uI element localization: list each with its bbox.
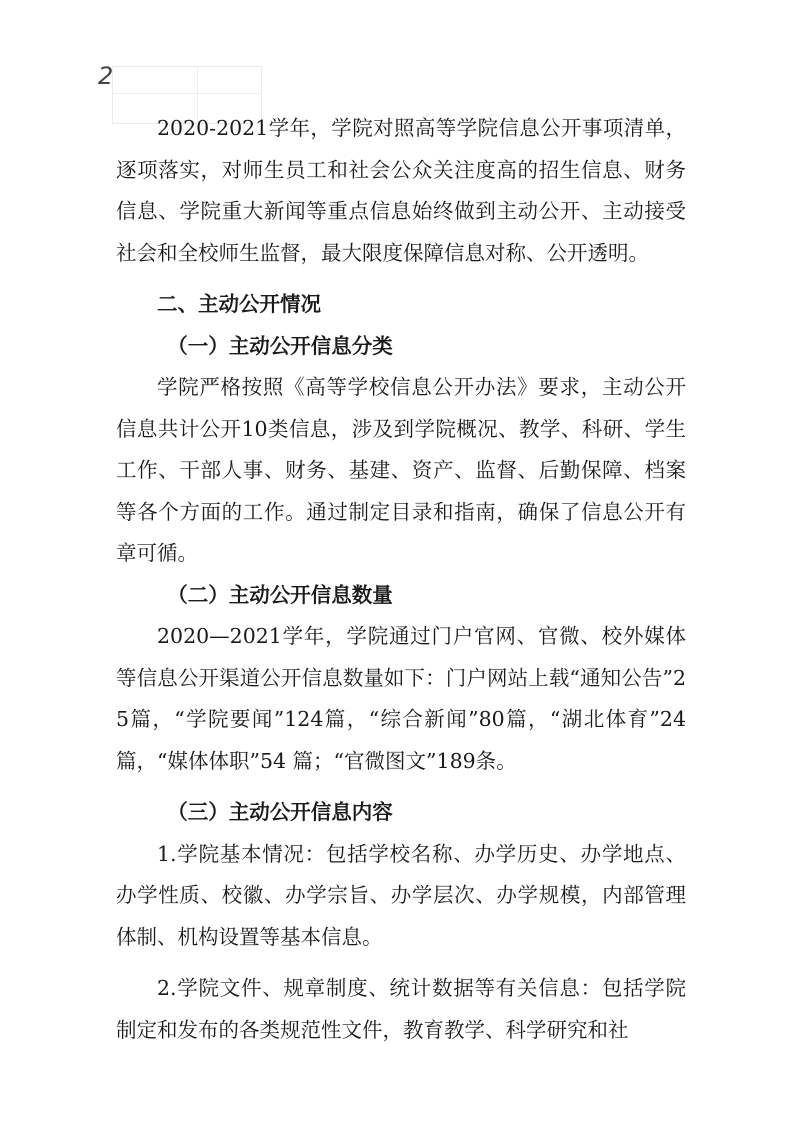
paragraph-content-item-1: 1.学院基本情况：包括学校名称、办学历史、办学地点、办学性质、校徽、办学宗旨、办学层次、办学规模，内部管理体制、机构设置等基本信息。	[116, 841, 686, 949]
document-body	[116, 108, 686, 1051]
paragraph-intro: 2020-2021学年，学院对照高等学院信息公开事项清单，逐项落实，对师生员工和社会公众关注度高的招生信息、财务信息、学院重大新闻等重点信息始终做到主动公开、主动接受社会和全校师生监督，最大限度保障信息对称、公开透明。	[116, 116, 686, 265]
paragraph-classification: 学院严格按照《高等学校信息公开办法》要求，主动公开信息共计公开10类信息，涉及到学院概况、教学、科研、学生工作、干部人事、财务、基建、资产、监督、后勤保障、档案等各个方面的工作。通过制定目录和指南，确保了信息公开有章可循。	[116, 375, 686, 565]
paragraph-content-item-2: 2.学院文件、规章制度、统计数据等有关信息：包括学院制定和发布的各类规范性文件，教育教学、科学研究和社	[116, 976, 686, 1042]
subsection-heading-2: （二）主动公开信息数量	[167, 582, 393, 607]
subsection-heading-3: （三）主动公开信息内容	[167, 800, 393, 824]
subsection-heading-1: （一）主动公开信息分类	[167, 333, 393, 358]
handwritten-page-number: 2	[98, 62, 114, 90]
section-heading-2: 二、主动公开情况	[157, 292, 321, 316]
paragraph-quantity: 2020—2021学年，学院通过门户官网、官微、校外媒体等信息公开渠道公开信息数量如下：门户网站上载“通知公告”25篇，“学院要闻”124篇，“综合新闻”80篇，“湖北体育”24篇，“媒体体职”54 篇；“官微图文”189条。	[116, 624, 686, 773]
